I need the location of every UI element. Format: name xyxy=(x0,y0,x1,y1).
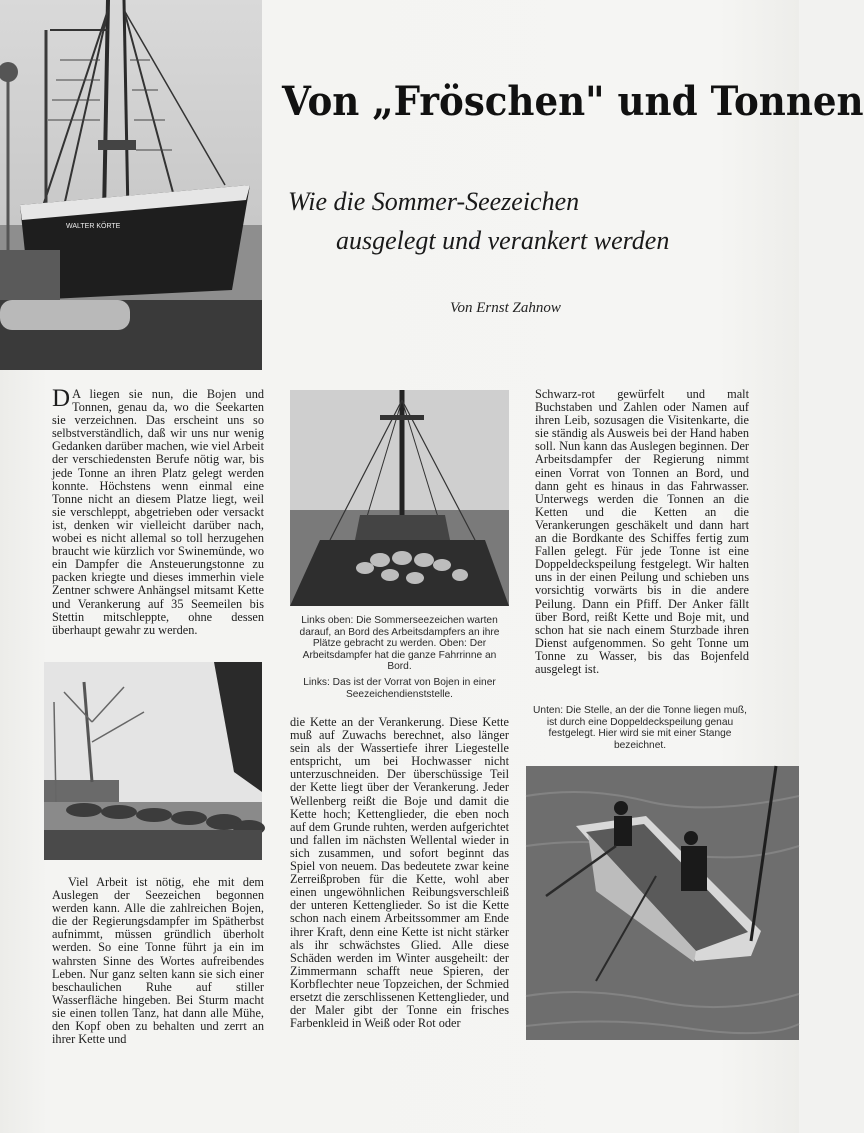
drop-cap: D xyxy=(52,385,71,412)
caption-deck-text-2: Links: Das ist der Vorrat von Bojen in einer Seezeichendienststelle. xyxy=(303,676,496,700)
article-title: Von „Fröschen" und Tonnen xyxy=(282,78,864,125)
paragraph-laying: Schwarz-rot gewürfelt und malt Buchstaben und Zahlen oder Namen auf ihren Leib, sozusagen die Visitenkarte, die sie ständig als Ausweis bei der Hand haben soll. Nun kann das Auslegen beginnen. Der Arbeitsdampfer der Regierung nimmt einen Vorrat von Tonnen an Bord, und dann geht es hinaus in das Fahrwasser. Unterwegs werden die Tonnen an die Ketten und die Ketten an die Verankerungen geschäkelt und dann hart an die Bordkante des Schiffes fertig zum Fallen gelegt. Für jede Tonne ist eine Doppeldeckspeilung festgelegt. Wir halten uns in der einen Peilung und schieben uns vorsichtig vorwärts bis in die andere Peilung. Dann ein Pfiff. Der Anker fällt über Bord, reißt Kette und Boje mit, und schon hat sie nach einem Sturzbade ihren Dienst aufgenommen. So geht Tonne um Tonne zu Wasser, bis das Bojenfeld ausgelegt ist. xyxy=(535,387,749,676)
text-column-2 xyxy=(290,716,509,1030)
photo-ship-at-quay xyxy=(0,0,262,370)
subtitle-line-2: ausgelegt und verankert werden xyxy=(336,226,670,255)
article-byline: Von Ernst Zahnow xyxy=(450,300,561,316)
text-column-1-top xyxy=(52,385,264,637)
photo-rowing-boat xyxy=(526,766,799,1040)
text-column-3 xyxy=(535,388,749,676)
photo-buoy-depot xyxy=(44,662,262,860)
caption-deck-photos xyxy=(290,615,509,700)
paragraph-chain: die Kette an der Verankerung. Diese Kette muß auf Zuwachs berechnet, also länger sein als der Wassertiefe ihrer Liegestelle entspricht, um bei Hochwasser nicht unterzuschneiden. Der überschüssige Teil der Kette liegt über der Verankerung. Jeder Wellenberg reißt die Boje und damit die Kette hoch; Kettenglieder, die eben noch auf dem Grunde ruhten, werden aufgerichtet und fallen im nächsten Wellental wieder in sich zusammen, und sofort beginnt das Spiel von neuem. Das bedeutete zwar keine Zerreißproben für die Kette, wohl aber einen ungewöhnlichen Reibungsverschleiß der unteren Kettenglieder. So ist die Kette schon nach einem Arbeitssommer am Ende ihrer Kraft, denn eine Kette ist nicht stärker als ihr schwächstes Glied. Alle diese Schäden werden im Winter ausgeheilt: der Zimmermann schafft neue Spieren, der Korbflechter neue Topzeichen, der Schmied ersetzt die zerschlissenen Kettenglieder, und der Maler gibt der Tonne ein frisches Farbenkleid in Weiß oder Rot oder xyxy=(290,715,509,1031)
photo-steamer-deck xyxy=(290,390,509,606)
article-subtitle xyxy=(286,182,766,260)
paragraph-intro: A liegen sie nun, die Bojen und Tonnen, genau da, wo die Seekarten sie verzeichnen. Das erscheint uns so selbstverständlich, daß wir uns nur wenig Gedanken darüber machen, wie viel Arbeit der verschiedensten Berufe nötig war, bis jede Tonne an ihren Platz gelegt werden konnte. Höchstens wenn einmal eine Tonne nicht an diesem Platze liegt, weil sie verschleppt, abgetrieben oder versackt ist, denken wir vielleicht darüber nach, wobei es nicht allemal so toll herzugehen braucht wie kürzlich vor Swinemünde, wo ein Dampfer die Ansteuerungstonne zu packen kriegte und dieses immerhin viele Zentner schwere Anhängsel mitsamt Kette und Verankerung auf 35 Seemeilen bis Stettin mitschleppte, ohne dessen überhaupt gewahr zu werden. xyxy=(52,387,264,637)
caption-deck-text-1: Links oben: Die Sommerseezeichen warten darauf, an Bord des Arbeitsdampfers an ihre Plätze gebracht zu werden. Oben: Der Arbeitsdampfer hat die ganze Fahrrinne an Bord. xyxy=(299,615,500,673)
text-column-1-bottom xyxy=(52,876,264,1046)
paragraph-work: Viel Arbeit ist nötig, ehe mit dem Auslegen der Seezeichen begonnen werden kann. Alle die zahlreichen Bojen, die der Regierungsdampfer im Spätherbst aufnimmt, müssen gründlich überholt werden. So eine Tonne führt ja ein im wahrsten Sinne des Wortes aufreibendes Leben. Nur ganz selten kann sie sich einer beschaulichen Ruhe auf stiller Wasserfläche hingeben. Bei Sturm macht sie einen tollen Tanz, hat dann alle Mühe, den Kopf oben zu behalten und zerrt an ihrer Kette und xyxy=(52,875,264,1047)
ship-name: WALTER KÖRTE xyxy=(66,223,121,230)
subtitle-line-1: Wie die Sommer-Seezeichen xyxy=(288,187,580,216)
caption-boat-photo: Unten: Die Stelle, an der die Tonne liegen muß, ist durch eine Doppeldeckspeilung genau festgelegt. Hier wird sie mit einer Stange bezeichnet. xyxy=(533,705,747,751)
